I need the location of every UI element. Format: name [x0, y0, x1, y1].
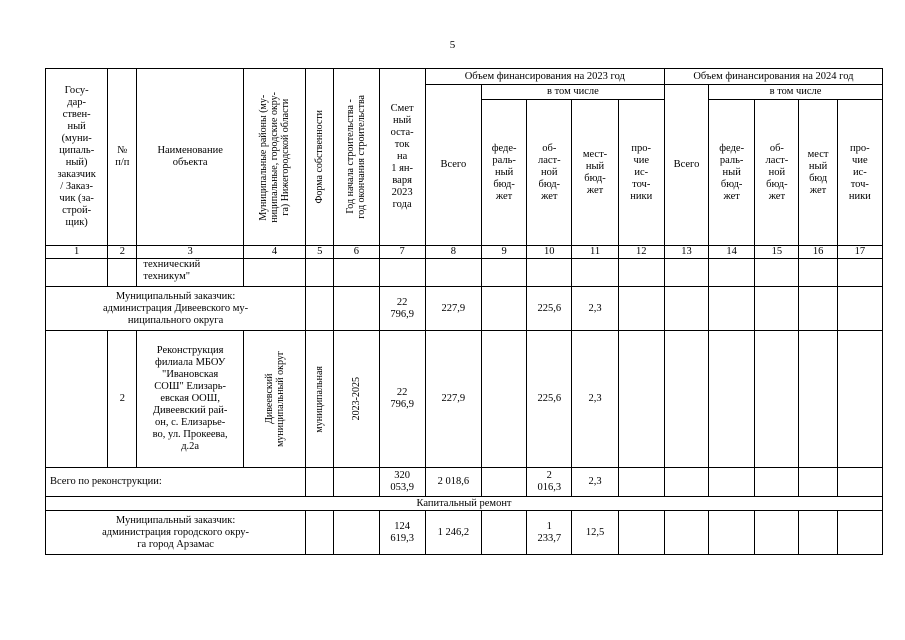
- header-object-name: Наименование объекта: [137, 69, 244, 246]
- header-including-2023: в том числе: [482, 85, 665, 100]
- header-regional-2024: об- ласт- ной бюд- жет: [755, 100, 799, 246]
- header-ownership: Форма собственности: [306, 69, 334, 246]
- header-including-2024: в том числе: [709, 85, 883, 100]
- table-row-object: [46, 331, 883, 468]
- total-2023: 227,9: [425, 287, 481, 331]
- header-estimate-balance: Смет ный оста- ток на 1 ян- варя 2023 года: [379, 69, 425, 246]
- col-number: 4: [243, 246, 305, 259]
- header-local-2024: мест ный бюд жет: [799, 100, 837, 246]
- header-local-2023: мест- ный бюд- жет: [572, 100, 618, 246]
- header-row-1: [46, 69, 883, 85]
- header-customer: Госу- дар- ствен- ный (муни- ципаль- ный) заказчик / Заказ- чик (за- строй- щик): [46, 69, 108, 246]
- object-name: Реконструкция филиала МБОУ "Ивановская СОШ" Елизарь- евская ООШ, Дивеевский рай- он, с. Елизарье- во, ул. Прокеева, д.2а: [137, 331, 244, 468]
- table-row-carryover: [46, 259, 883, 287]
- object-ownership: муниципальная: [306, 331, 334, 468]
- object-name-continued: технический техникум": [137, 259, 244, 287]
- col-number: 3: [137, 246, 244, 259]
- customer-label: Муниципальный заказчик: администрация Дивеевского му- ниципального округа: [46, 287, 306, 331]
- header-financing-2024: Объем финансирования на 2024 год: [664, 69, 882, 85]
- regional-2023: 1 233,7: [527, 511, 572, 555]
- table-row-total-reconstruction: [46, 468, 883, 497]
- header-financing-2023: Объем финансирования на 2023 год: [425, 69, 664, 85]
- table-row-section: [46, 497, 883, 511]
- regional-2023: 225,6: [527, 331, 572, 468]
- header-district: Муниципальные районы (му- ниципальные, городские окру- га) Нижегородской области: [243, 69, 305, 246]
- col-number: 13: [664, 246, 708, 259]
- header-total-2023: Всего: [425, 85, 481, 246]
- estimate-balance: 124 619,3: [379, 511, 425, 555]
- col-number: 15: [755, 246, 799, 259]
- col-number: 9: [482, 246, 527, 259]
- table-row-customer-diveevo: [46, 287, 883, 331]
- total-2023: 1 246,2: [425, 511, 481, 555]
- estimate-balance: 22 796,9: [379, 287, 425, 331]
- col-number: 8: [425, 246, 481, 259]
- col-number: 7: [379, 246, 425, 259]
- local-2023: 2,3: [572, 331, 618, 468]
- header-years: Год начала строительства - год окончания строительства: [334, 69, 379, 246]
- header-number: № п/п: [108, 69, 137, 246]
- page-number: 5: [449, 39, 456, 51]
- header-federal-2023: феде- раль- ный бюд- жет: [482, 100, 527, 246]
- col-number: 17: [837, 246, 882, 259]
- header-federal-2024: феде- раль- ный бюд- жет: [709, 100, 755, 246]
- total-2023: 2 018,6: [425, 468, 481, 497]
- col-number: 2: [108, 246, 137, 259]
- estimate-balance: 320 053,9: [379, 468, 425, 497]
- col-number: 16: [799, 246, 837, 259]
- regional-2023: 225,6: [527, 287, 572, 331]
- col-number: 11: [572, 246, 618, 259]
- estimate-balance: 22 796,9: [379, 331, 425, 468]
- local-2023: 12,5: [572, 511, 618, 555]
- col-number: 5: [306, 246, 334, 259]
- object-years: 2023-2025: [334, 331, 379, 468]
- object-number: 2: [108, 331, 137, 468]
- column-numbers-row: [46, 246, 883, 259]
- col-number: 12: [618, 246, 664, 259]
- local-2023: 2,3: [572, 287, 618, 331]
- col-number: 6: [334, 246, 379, 259]
- object-district: Дивеевский муниципальный округ: [243, 331, 305, 468]
- local-2023: 2,3: [572, 468, 618, 497]
- header-regional-2023: об- ласт- ной бюд- жет: [527, 100, 572, 246]
- financing-table: [45, 68, 883, 555]
- header-other-2023: про- чие ис- точ- ники: [618, 100, 664, 246]
- customer-label: Муниципальный заказчик: администрация городского окру- га город Арзамас: [46, 511, 306, 555]
- total-2023: 227,9: [425, 331, 481, 468]
- header-total-2024: Всего: [664, 85, 708, 246]
- col-number: 10: [527, 246, 572, 259]
- section-capital-repair: Капитальный ремонт: [46, 497, 883, 511]
- col-number: 14: [709, 246, 755, 259]
- total-label: Всего по реконструкции:: [46, 468, 306, 497]
- table-row-customer-arzamas: [46, 511, 883, 555]
- header-other-2024: про- чие ис- точ- ники: [837, 100, 882, 246]
- regional-2023: 2 016,3: [527, 468, 572, 497]
- col-number: 1: [46, 246, 108, 259]
